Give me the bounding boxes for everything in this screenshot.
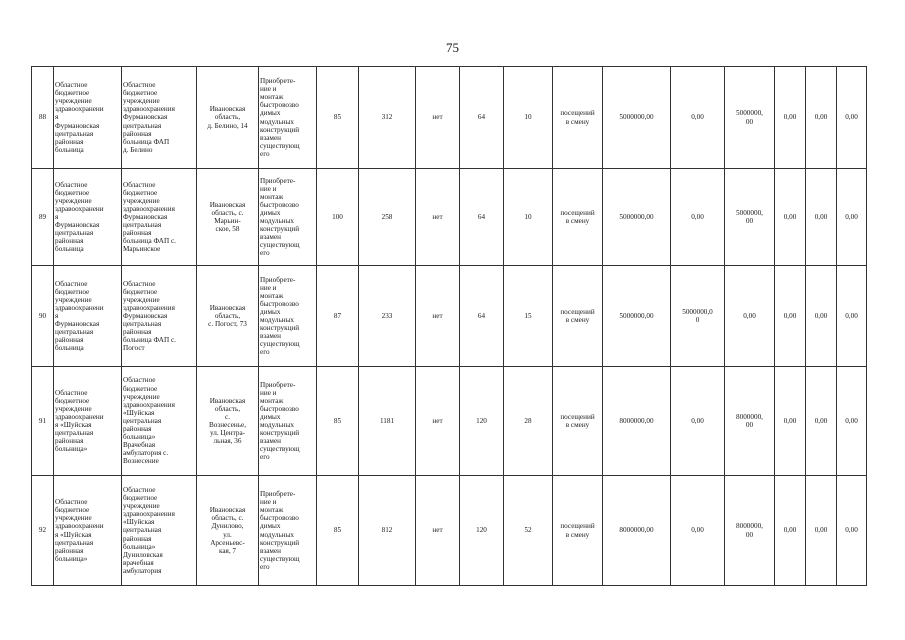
funding-year-5-text: 0,00 xyxy=(845,113,858,122)
institution-name-text: Областное бюджетное учреждение здравоохранени я Фурмановская центральная районная больница xyxy=(55,81,104,154)
cell-wear-percent xyxy=(317,266,359,367)
cell-capacity-unit xyxy=(553,476,603,586)
total-funding-text: 5000000,00 xyxy=(619,311,654,320)
license-status-text: нет xyxy=(432,113,443,122)
cell-capacity-unit xyxy=(553,367,603,476)
funding-year-2-text: 5000000, 00 xyxy=(736,109,763,126)
capacity-unit-text: посещений в смену xyxy=(560,109,595,126)
cell-population-served xyxy=(359,476,416,586)
table-row xyxy=(32,367,867,476)
total-funding-text: 8000000,00 xyxy=(619,416,654,425)
cell-capacity-unit xyxy=(553,169,603,266)
funding-year-3-text: 0,00 xyxy=(783,416,797,425)
cell-funding-year-1 xyxy=(671,476,725,586)
cell-row-number xyxy=(32,67,54,169)
address-text: Ивановская область, с. Дунилово, ул. Арсеньевс- кая, 7 xyxy=(209,506,246,555)
planned-capacity-text: 28 xyxy=(524,416,532,425)
planned-capacity-text: 10 xyxy=(524,113,532,122)
cell-object-name xyxy=(122,476,197,586)
funding-year-3-text: 0,00 xyxy=(783,311,797,320)
planned-area-text: 120 xyxy=(476,526,487,535)
funding-year-4-text: 0,00 xyxy=(814,212,828,221)
planned-area-text: 64 xyxy=(477,113,486,122)
funding-year-2-text: 8000000, 00 xyxy=(736,522,763,539)
cell-institution-name xyxy=(54,476,122,586)
cell-population-served xyxy=(359,169,416,266)
cell-funding-year-2 xyxy=(725,266,775,367)
row-number-text: 90 xyxy=(38,311,47,320)
cell-population-served xyxy=(359,266,416,367)
capacity-unit-text: посещений в смену xyxy=(560,522,595,539)
cell-action-description xyxy=(259,476,317,586)
cell-address xyxy=(197,266,259,367)
cell-funding-year-4 xyxy=(806,367,837,476)
cell-funding-year-3 xyxy=(775,169,806,266)
cell-funding-year-5 xyxy=(837,367,867,476)
cell-planned-capacity xyxy=(504,169,553,266)
action-description-text: Приобрете- ние и монтаж быстровозво димых модульных конструкций взамен существующ его xyxy=(260,77,300,158)
table-row xyxy=(32,476,867,586)
population-served-text: 258 xyxy=(381,212,393,221)
cell-funding-year-3 xyxy=(775,367,806,476)
cell-funding-year-2 xyxy=(725,169,775,266)
institution-name-text: Областное бюджетное учреждение здравоохранени я Фурмановская центральная районная больница xyxy=(55,180,104,254)
population-served-text: 233 xyxy=(381,311,393,320)
cell-funding-year-1 xyxy=(671,67,725,169)
cell-object-name xyxy=(122,266,197,367)
cell-planned-capacity xyxy=(504,266,553,367)
cell-object-name xyxy=(122,169,197,266)
cell-funding-year-1 xyxy=(671,367,725,476)
cell-wear-percent xyxy=(317,67,359,169)
cell-funding-year-5 xyxy=(837,476,867,586)
cell-planned-area xyxy=(460,266,504,367)
total-funding-text: 5000000,00 xyxy=(619,113,654,122)
cell-funding-year-2 xyxy=(725,476,775,586)
cell-funding-year-2 xyxy=(725,367,775,476)
cell-planned-area xyxy=(460,476,504,586)
funding-year-1-text: 0,00 xyxy=(691,526,704,535)
cell-planned-area xyxy=(460,169,504,266)
total-funding-text: 8000000,00 xyxy=(619,526,654,535)
cell-funding-year-1 xyxy=(671,266,725,367)
address-text: Ивановская область, д. Белино, 14 xyxy=(207,105,248,130)
wear-percent-text: 85 xyxy=(333,526,342,535)
cell-institution-name xyxy=(54,67,122,169)
funding-year-1-text: 0,00 xyxy=(691,416,704,425)
license-status-text: нет xyxy=(432,212,443,221)
funding-year-2-text: 0,00 xyxy=(743,311,756,320)
cell-funding-year-3 xyxy=(775,476,806,586)
cell-funding-year-4 xyxy=(806,476,837,586)
cell-planned-capacity xyxy=(504,67,553,169)
object-name-text: Областное бюджетное учреждение здравоохранения «Шуйская центральная районная больница» Врачебная амбулатория с. Вознесение xyxy=(123,376,175,466)
cell-row-number xyxy=(32,476,54,586)
cell-address xyxy=(197,67,259,169)
license-status-text: нет xyxy=(432,311,443,320)
cell-action-description xyxy=(259,266,317,367)
cell-address xyxy=(197,169,259,266)
cell-license-status xyxy=(416,169,460,266)
cell-action-description xyxy=(259,67,317,169)
cell-total-funding xyxy=(603,476,671,586)
funding-year-2-text: 5000000, 00 xyxy=(736,208,763,225)
planned-capacity-text: 10 xyxy=(524,212,532,221)
cell-total-funding xyxy=(603,266,671,367)
license-status-text: нет xyxy=(432,416,443,425)
cell-address xyxy=(197,367,259,476)
cell-license-status xyxy=(416,67,460,169)
funding-year-3-text: 0,00 xyxy=(783,212,797,221)
cell-funding-year-4 xyxy=(806,67,837,169)
cell-wear-percent xyxy=(317,169,359,266)
cell-planned-capacity xyxy=(504,476,553,586)
institution-name-text: Областное бюджетное учреждение здравоохранени я «Шуйская центральная районная больница» xyxy=(55,498,104,563)
funding-year-3-text: 0,00 xyxy=(783,526,797,535)
cell-license-status xyxy=(416,476,460,586)
funding-year-5-text: 0,00 xyxy=(845,212,858,221)
action-description-text: Приобрете- ние и монтаж быстровозво димых модульных конструкций взамен существующ его xyxy=(260,275,300,357)
funding-year-4-text: 0,00 xyxy=(814,526,828,535)
cell-row-number xyxy=(32,266,54,367)
cell-capacity-unit xyxy=(553,67,603,169)
cell-institution-name xyxy=(54,266,122,367)
cell-total-funding xyxy=(603,367,671,476)
cell-action-description xyxy=(259,367,317,476)
planned-area-text: 120 xyxy=(476,416,487,425)
cell-wear-percent xyxy=(317,367,359,476)
cell-funding-year-4 xyxy=(806,266,837,367)
cell-funding-year-5 xyxy=(837,67,867,169)
capacity-unit-text: посещений в смену xyxy=(560,208,595,225)
institution-name-text: Областное бюджетное учреждение здравоохранени я «Шуйская центральная районная больница» xyxy=(55,388,104,454)
cell-funding-year-2 xyxy=(725,67,775,169)
table-row xyxy=(32,169,867,266)
page-number: 75 xyxy=(446,40,459,55)
funding-year-1-text: 0,00 xyxy=(691,113,704,122)
wear-percent-text: 100 xyxy=(332,212,343,221)
cell-institution-name xyxy=(54,169,122,266)
cell-action-description xyxy=(259,169,317,266)
funding-year-5-text: 0,00 xyxy=(845,311,858,320)
wear-percent-text: 85 xyxy=(333,416,342,425)
funding-year-4-text: 0,00 xyxy=(814,113,828,122)
cell-row-number xyxy=(32,169,54,266)
cell-license-status xyxy=(416,367,460,476)
license-status-text: нет xyxy=(432,526,443,535)
funding-year-5-text: 0,00 xyxy=(845,416,858,425)
funding-year-2-text: 8000000, 00 xyxy=(736,412,763,429)
cell-institution-name xyxy=(54,367,122,476)
funding-year-1-text: 0,00 xyxy=(691,212,704,221)
capacity-unit-text: посещений в смену xyxy=(560,307,595,324)
address-text: Ивановская область, с. Марьин- ское, 58 xyxy=(209,200,246,234)
action-description-text: Приобрете- ние и монтаж быстровозво димых модульных конструкций взамен существующ его xyxy=(260,176,300,258)
funding-year-4-text: 0,00 xyxy=(814,416,828,425)
cell-total-funding xyxy=(603,67,671,169)
funding-year-5-text: 0,00 xyxy=(845,526,858,535)
table-row xyxy=(32,266,867,367)
cell-planned-capacity xyxy=(504,367,553,476)
cell-total-funding xyxy=(603,169,671,266)
planned-capacity-text: 15 xyxy=(524,311,532,320)
row-number-text: 88 xyxy=(38,113,47,122)
cell-address xyxy=(197,476,259,586)
cell-funding-year-1 xyxy=(671,169,725,266)
cell-population-served xyxy=(359,367,416,476)
cell-funding-year-4 xyxy=(806,169,837,266)
funding-year-4-text: 0,00 xyxy=(814,311,828,320)
wear-percent-text: 85 xyxy=(333,113,342,122)
funding-year-1-text: 5000000,0 0 xyxy=(682,307,713,324)
facilities-table xyxy=(31,66,867,586)
cell-population-served xyxy=(359,67,416,169)
cell-wear-percent xyxy=(317,476,359,586)
cell-funding-year-5 xyxy=(837,266,867,367)
cell-object-name xyxy=(122,367,197,476)
address-text: Ивановская область, с. Вознесенье, ул. Центра- льная, 36 xyxy=(208,396,247,446)
object-name-text: Областное бюджетное учреждение здравоохранения Фурмановская центральная районная больница ФАП с. Погост xyxy=(123,279,176,353)
cell-planned-area xyxy=(460,67,504,169)
object-name-text: Областное бюджетное учреждение здравоохранения Фурмановская центральная районная больница ФАП с. Марьинское xyxy=(123,180,176,254)
cell-row-number xyxy=(32,367,54,476)
population-served-text: 1181 xyxy=(379,416,395,425)
wear-percent-text: 87 xyxy=(333,311,342,320)
planned-area-text: 64 xyxy=(477,212,486,221)
capacity-unit-text: посещений в смену xyxy=(560,412,595,429)
object-name-text: Областное бюджетное учреждение здравоохранения «Шуйская центральная районная больница» Дуниловская врачебная амбулатория xyxy=(123,485,175,575)
cell-funding-year-5 xyxy=(837,169,867,266)
institution-name-text: Областное бюджетное учреждение здравоохранени я Фурмановская центральная районная больница xyxy=(55,279,104,353)
address-text: Ивановская область, с. Погост, 73 xyxy=(208,303,247,329)
cell-license-status xyxy=(416,266,460,367)
row-number-text: 91 xyxy=(38,416,47,425)
action-description-text: Приобрете- ние и монтаж быстровозво димых модульных конструкций взамен существующ его xyxy=(260,490,300,571)
cell-planned-area xyxy=(460,367,504,476)
row-number-text: 92 xyxy=(38,526,47,535)
table-row xyxy=(32,67,867,169)
planned-capacity-text: 52 xyxy=(524,526,532,535)
planned-area-text: 64 xyxy=(477,311,486,320)
action-description-text: Приобрете- ние и монтаж быстровозво димых модульных конструкций взамен существующ его xyxy=(260,380,300,462)
population-served-text: 312 xyxy=(381,113,393,122)
row-number-text: 89 xyxy=(38,212,47,221)
population-served-text: 812 xyxy=(381,526,393,535)
cell-capacity-unit xyxy=(553,266,603,367)
object-name-text: Областное бюджетное учреждение здравоохранения Фурмановская центральная районная больница ФАП д. Белино xyxy=(123,81,175,154)
total-funding-text: 5000000,00 xyxy=(619,212,654,221)
cell-funding-year-3 xyxy=(775,67,806,169)
funding-year-3-text: 0,00 xyxy=(783,113,797,122)
cell-funding-year-3 xyxy=(775,266,806,367)
cell-object-name xyxy=(122,67,197,169)
